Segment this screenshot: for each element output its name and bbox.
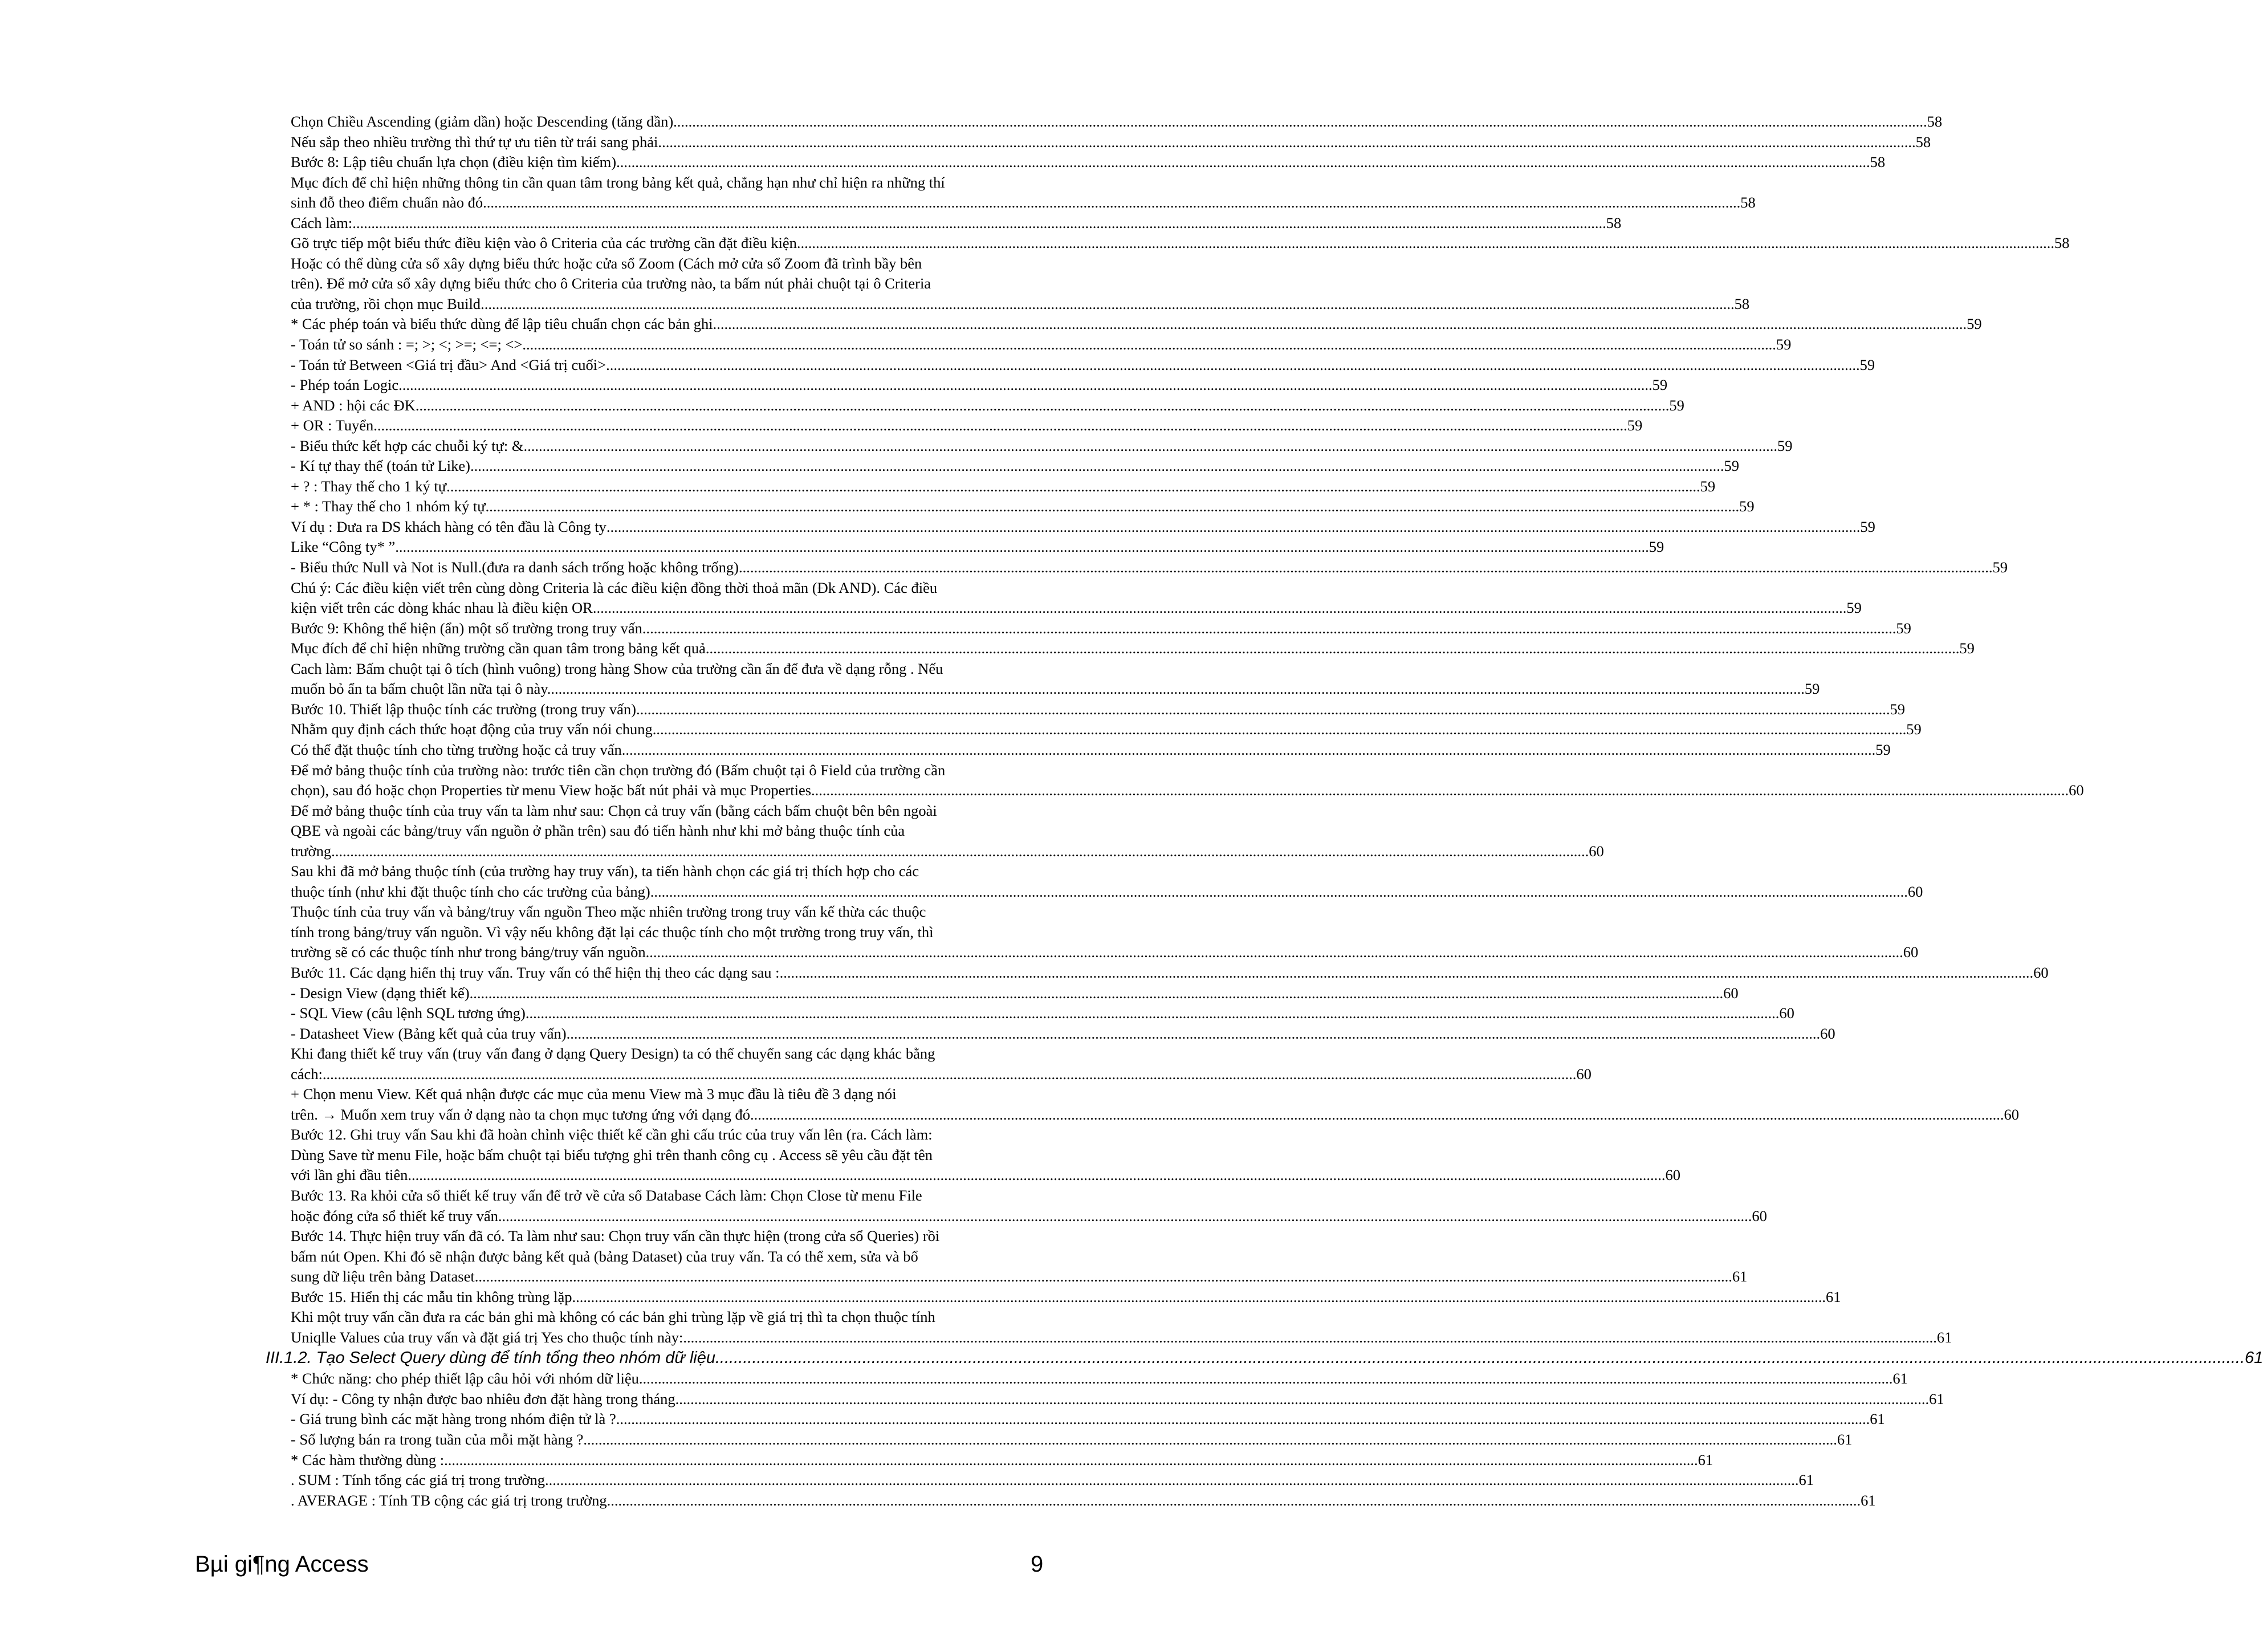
toc-entry-text: hoặc đóng cửa sổ thiết kế truy vấn [291, 1207, 498, 1224]
toc-page-number: 61 [1837, 1431, 1853, 1448]
toc-entry[interactable] [291, 983, 1739, 1004]
toc-page-number: 59 [1890, 700, 1905, 718]
toc-entry[interactable] [291, 801, 1604, 862]
toc-entry-text: sung dữ liệu trên bảng Dataset. [291, 1268, 479, 1285]
toc-entry[interactable] [291, 659, 1820, 699]
toc-entry-text: Bước 10. Thiết lập thuộc tính các trường (trong truy vấn) [291, 700, 636, 718]
toc-entry[interactable] [291, 112, 1943, 132]
dot-leader [616, 152, 1870, 173]
toc-entry[interactable] [291, 619, 1911, 639]
dot-leader [675, 1389, 1930, 1410]
toc-page-number: 58 [1927, 113, 1943, 130]
toc-entry[interactable] [291, 254, 1750, 315]
toc-entry-text: Khi đang thiết kế truy vấn (truy vấn đang ở dạng Query Design) ta có thể chuyển sang các dạng khác bằng [291, 1045, 935, 1063]
dot-leader [373, 416, 1627, 436]
toc-page-number: 59 [1700, 477, 1716, 495]
toc-page-number: 59 [1776, 336, 1792, 353]
toc-entry[interactable] [291, 456, 1739, 477]
toc-page-number: 58 [1734, 295, 1750, 312]
dot-leader [498, 1206, 1752, 1227]
toc-entry[interactable] [291, 1470, 1814, 1491]
toc-entry-text: Gõ trực tiếp một biểu thức điều kiện vào ô Criteria của các trường cần đặt điều kiện. [291, 234, 801, 252]
toc-entry-text: Sau khi đã mở bảng thuộc tính (của trường hay truy vấn), ta tiến hành chọn các giá trị thích hợp cho các [291, 862, 919, 880]
toc-page-number: 58 [1915, 133, 1931, 150]
dot-leader [470, 456, 1724, 477]
footer-title: Bµi gi¶ng Access [195, 1552, 369, 1577]
dot-leader [750, 1105, 2004, 1125]
toc-entry-text: III.1.2. Tạo Select Query dùng để tính tổng theo nhóm dữ liệu. [266, 1349, 721, 1368]
table-of-contents [266, 112, 2263, 1511]
toc-page-number: 60 [1779, 1004, 1794, 1022]
toc-page-number: 59 [1846, 599, 1862, 617]
toc-entry-text: - Toán tử so sánh : =; >; <; >=; <=; <> [291, 336, 523, 353]
toc-page-number: 59 [1906, 721, 1922, 738]
dot-leader [583, 1430, 1837, 1450]
toc-entry-text: Mục đích để chỉ hiện những thông tin cần quan tâm trong bảng kết quả, chẳng hạn như chỉ hiện ra những thí [291, 173, 945, 191]
toc-entry-text: Cach làm: Bấm chuột tại ô tích (hình vuông) trong hàng Show của trường cần ẩn để đưa về dạng rỗng . Nếu [291, 660, 943, 677]
toc-entry-text: + OR : Tuyển [291, 417, 374, 434]
dot-leader [662, 132, 1916, 153]
dot-leader [713, 314, 1967, 335]
toc-entry-text: Mục đích để chỉ hiện những trường cần quan tâm trong bảng kết quả [291, 640, 706, 657]
toc-entry[interactable] [291, 1226, 1748, 1287]
toc-entry[interactable] [291, 1491, 1876, 1511]
toc-entry-text: Chú ý: Các điều kiện viết trên cùng dòng Criteria là các điều kiện đồng thời thoả mãn (Đk AND). Các điều [291, 579, 938, 596]
dot-leader [522, 335, 1776, 355]
dot-leader [323, 1064, 1577, 1085]
toc-entry[interactable] [291, 963, 2049, 983]
toc-entry-text: + * : Thay thế cho 1 nhóm ký tự [291, 498, 486, 515]
toc-entry-text: cách: [291, 1065, 323, 1083]
toc-page-number: 58 [2054, 234, 2070, 252]
toc-entry-text: - Giá trung bình các mặt hàng trong nhóm điện tử là ? [291, 1410, 616, 1428]
dot-leader [739, 558, 1993, 578]
dot-leader [593, 598, 1847, 619]
dot-leader [607, 517, 1861, 538]
toc-entry[interactable] [291, 1369, 1908, 1389]
dot-leader [470, 983, 1724, 1004]
toc-page-number: 60 [1589, 842, 1604, 860]
toc-entry-text: Bước 8: Lập tiêu chuẩn lựa chọn (điều kiện tìm kiếm) [291, 153, 617, 171]
toc-page-number: 61 [1929, 1390, 1944, 1407]
toc-entry[interactable] [291, 477, 1716, 497]
toc-entry-text: - Design View (dạng thiết kế) [291, 984, 470, 1002]
toc-entry[interactable] [291, 578, 1862, 619]
toc-entry-text: * Chức năng: cho phép thiết lập câu hỏi với nhóm dữ liệu [291, 1370, 639, 1387]
toc-page-number: 61 [1798, 1471, 1814, 1489]
toc-entry[interactable] [291, 1186, 1767, 1226]
toc-page-number: 60 [2004, 1105, 2019, 1123]
dot-leader [639, 1369, 1893, 1389]
toc-page-number: 58 [1740, 194, 1756, 211]
toc-page-number: 61 [1826, 1288, 1841, 1305]
toc-entry[interactable] [291, 213, 1622, 234]
toc-page-number: 60 [1752, 1207, 1767, 1224]
dot-leader [545, 1470, 1799, 1491]
toc-entry-text: Bước 11. Các dạng hiển thị truy vấn. Truy vấn có thể hiện thị theo các dạng sau : [291, 963, 780, 981]
toc-entry-text: muốn bỏ ẩn ta bấm chuột lần nữa tại ô này. [291, 680, 551, 698]
toc-entry[interactable] [291, 1125, 1680, 1186]
toc-entry-text: + AND : hội các ĐK [291, 396, 416, 414]
dot-leader [683, 1328, 1937, 1348]
toc-entry-text: Nếu sắp theo nhiều trường thì thứ tự ưu tiên từ trái sang phải. [291, 133, 662, 150]
dot-leader [642, 619, 1896, 639]
toc-entry-text: * Các phép toán và biểu thức dùng để lập tiêu chuẩn chọn các bản ghi [291, 315, 713, 333]
toc-entry[interactable] [291, 1287, 1841, 1308]
toc-entry[interactable] [291, 173, 1756, 213]
toc-entry-text: - Biểu thức Null và Not is Null.(đưa ra danh sách trống hoặc không trống) [291, 559, 739, 576]
toc-page-number: 60 [1576, 1065, 1592, 1083]
toc-page-number: 59 [1967, 315, 1982, 333]
toc-entry[interactable] [291, 638, 1975, 659]
dot-leader [398, 375, 1653, 396]
toc-entry[interactable] [291, 1003, 1794, 1024]
toc-page-number: 61 [1870, 1410, 1885, 1428]
toc-entry-text: + ? : Thay thế cho 1 ký tự [291, 477, 447, 495]
toc-entry[interactable] [291, 1307, 1952, 1348]
toc-entry-text: Bước 12. Ghi truy vấn Sau khi đã hoàn chỉnh việc thiết kế cần ghi cấu trúc của truy vấn lên (ra. Cách làm: [291, 1126, 933, 1144]
toc-entry-text: Ví dụ: - Công ty nhận được bao nhiêu đơn đặt hàng trong tháng [291, 1390, 675, 1407]
toc-entry[interactable] [291, 314, 1982, 335]
dot-leader [335, 841, 1589, 862]
dot-leader [352, 213, 1606, 234]
dot-leader [478, 1267, 1732, 1287]
dot-leader [572, 1287, 1826, 1308]
dot-leader [486, 497, 1740, 517]
toc-entry-text: Bước 13. Ra khỏi cửa sổ thiết kế truy vấn để trở về cửa sổ Database Cách làm: Chọn Close từ menu File [291, 1186, 922, 1204]
toc-entry[interactable] [291, 436, 1793, 457]
toc-section-heading[interactable] [266, 1348, 2263, 1369]
toc-entry-text: . SUM : Tính tổng các giá trị trong trường [291, 1471, 545, 1489]
toc-entry[interactable] [291, 152, 1886, 173]
dot-leader [524, 436, 1778, 457]
toc-entry-text: Khi một truy vấn cần đưa ra các bản ghi mà không có các bản ghi trùng lặp về giá trị thì ta chọn thuộc tính [291, 1308, 935, 1326]
toc-entry-text: - Số lượng bán ra trong tuần của mỗi mặt hàng ? [291, 1431, 584, 1448]
toc-entry-text: kiện viết trên các dòng khác nhau là điều kiện OR [291, 599, 593, 617]
toc-page-number: 61 [1732, 1268, 1748, 1285]
toc-entry-text: Thuộc tính của truy vấn và bảng/truy vấn nguồn Theo mặc nhiên trường trong truy vấn kế thừa các thuộc [291, 903, 926, 921]
dot-leader [416, 396, 1670, 416]
toc-entry-text: trường sẽ có các thuộc tính như trong bảng/truy vấn nguồn. [291, 943, 650, 961]
toc-entry-text: QBE và ngoài các bảng/truy vấn nguồn ở phần trên) sau đó tiến hành như khi mở bảng thuộc tính của [291, 822, 905, 840]
dot-leader [551, 679, 1805, 699]
dot-leader [607, 1491, 1861, 1511]
dot-leader [649, 942, 1903, 963]
toc-entry-text: sinh đỗ theo điểm chuẩn nào đó. [291, 194, 487, 211]
toc-entry[interactable] [291, 517, 1875, 538]
toc-entry-text: Ví dụ : Đưa ra DS khách hàng có tên đầu là Công ty [291, 518, 607, 535]
toc-entry[interactable] [291, 497, 1755, 517]
toc-page-number: 59 [1724, 457, 1739, 475]
toc-page-number: 60 [2069, 782, 2084, 799]
toc-page-number: 59 [1739, 498, 1755, 515]
dot-leader [526, 1003, 1780, 1024]
toc-entry[interactable] [291, 1084, 2019, 1125]
toc-entry[interactable] [291, 537, 1664, 558]
toc-entry-text: chọn), sau đó hoặc chọn Properties từ menu View hoặc bất nút phải và mục Properties. [291, 782, 815, 799]
toc-page-number: 59 [1649, 538, 1664, 556]
dot-leader [653, 719, 1907, 740]
toc-entry-text: Chọn Chiều Ascending (giảm dần) hoặc Descending (tăng dần) [291, 113, 674, 130]
toc-page-number: 61 [1892, 1370, 1908, 1387]
toc-entry-text: Dùng Save từ menu File, hoặc bấm chuột tại biểu tượng ghi trên thanh công cụ . Access sẽ yêu cầu đặt tên [291, 1146, 933, 1163]
footer-page-number: 9 [1031, 1552, 1044, 1577]
toc-entry-text: Để mở bảng thuộc tính của truy vấn ta làm như sau: Chọn cả truy vấn (bằng cách bấm chuột bên bên ngoài [291, 801, 937, 819]
toc-entry-text: + Chọn menu View. Kết quả nhận được các mục của menu View mà 3 mục đầu là tiêu đề 3 dạng nói [291, 1085, 897, 1103]
toc-entry[interactable] [291, 1044, 1592, 1084]
toc-entry-text: trên. → Muốn xem truy vấn ở dạng nào ta chọn mục tương ứng với dạng đó [291, 1105, 750, 1123]
toc-entry-text: Hoặc có thể dùng cửa sổ xây dựng biểu thức hoặc cửa sổ Zoom (Cách mở cửa sổ Zoom đã trình bầy bên [291, 254, 922, 272]
dot-leader [780, 963, 2034, 983]
toc-entry[interactable] [291, 861, 1923, 902]
dot-leader [673, 112, 1927, 132]
toc-page-number: 59 [1959, 640, 1975, 657]
toc-entry-text: bấm nút Open. Khi đó sẽ nhận được bảng kết quả (bảng Dataset) của truy vấn. Ta có thể xem, sửa và bổ [291, 1247, 918, 1265]
toc-entry[interactable] [291, 416, 1643, 436]
toc-entry-text: Có thể đặt thuộc tính cho từng trường hoặc cả truy vấn [291, 740, 622, 758]
toc-page-number: 60 [1907, 882, 1923, 900]
toc-entry-text: Bước 14. Thực hiện truy vấn đã có. Ta làm như sau: Chọn truy vấn cần thực hiện (trong cửa sổ Queries) rồi [291, 1227, 940, 1245]
toc-entry-text: Like “Công ty* ” [291, 538, 396, 556]
toc-entry[interactable] [291, 699, 1905, 720]
toc-page-number: 59 [1669, 396, 1684, 414]
dot-leader [636, 699, 1890, 720]
toc-entry[interactable] [291, 396, 1684, 416]
dot-leader [567, 1024, 1821, 1044]
toc-entry[interactable] [291, 760, 2084, 801]
toc-entry[interactable] [291, 132, 1931, 153]
dot-leader [446, 477, 1700, 497]
toc-entry[interactable] [291, 1409, 1885, 1430]
toc-page-number: 61 [2245, 1349, 2263, 1368]
toc-entry-text: - Phép toán Logic [291, 376, 399, 394]
toc-entry-text: Bước 15. Hiển thị các mẫu tin không trùng lặp [291, 1288, 572, 1305]
toc-entry-text: Nhằm quy định cách thức hoạt động của truy vấn nói chung [291, 721, 653, 738]
toc-entry-text: với lần ghi đầu tiên. [291, 1166, 412, 1184]
toc-page-number: 59 [1627, 417, 1643, 434]
toc-entry-text: Để mở bảng thuộc tính của trường nào: trước tiên cần chọn trường đó (Bấm chuột tại ô Field của trường cần [291, 761, 946, 779]
toc-entry[interactable] [291, 1024, 1835, 1044]
toc-page-number: 59 [1896, 619, 1911, 637]
dot-leader [487, 193, 1741, 213]
toc-page-number: 59 [1804, 680, 1820, 698]
toc-entry[interactable] [291, 740, 1891, 760]
toc-page-number: 60 [1820, 1024, 1835, 1042]
toc-entry[interactable] [291, 1450, 1713, 1471]
toc-entry[interactable] [291, 355, 1875, 376]
toc-entry-text: tính trong bảng/truy vấn nguồn. Vì vậy nếu không đặt lại các thuộc tính cho một trường trong truy vấn, thì [291, 923, 934, 941]
toc-page-number: 58 [1606, 214, 1622, 231]
dot-leader [412, 1165, 1666, 1186]
dot-leader [444, 1450, 1698, 1471]
dot-leader [801, 233, 2055, 254]
toc-page-number: 59 [1875, 740, 1891, 758]
dot-leader [395, 537, 1649, 558]
toc-entry[interactable] [291, 1430, 1853, 1450]
dot-leader [720, 1348, 2245, 1369]
toc-page-number: 60 [1665, 1166, 1680, 1184]
toc-entry-text: - Kí tự thay thế (toán tử Like) [291, 457, 470, 475]
toc-entry-text: - Biểu thức kết hợp các chuỗi ký tự: & [291, 437, 524, 454]
toc-page-number: 59 [1652, 376, 1668, 394]
toc-page-number: 61 [1698, 1451, 1713, 1468]
toc-entry-text: trường. [291, 842, 335, 860]
toc-entry[interactable] [291, 375, 1668, 396]
dot-leader [815, 780, 2069, 801]
toc-page-number: 59 [1859, 356, 1875, 373]
dot-leader [481, 294, 1735, 315]
dot-leader [616, 1409, 1870, 1430]
toc-entry-text: Cách làm: [291, 214, 353, 231]
dot-leader [606, 355, 1860, 376]
toc-entry[interactable] [291, 719, 1922, 740]
toc-entry-text: Bước 9: Không thể hiện (ẩn) một số trường trong truy vấn [291, 619, 642, 637]
dot-leader [706, 638, 1960, 659]
toc-entry[interactable] [291, 558, 2008, 578]
toc-entry-text: - SQL View (câu lệnh SQL tương ứng) [291, 1004, 526, 1022]
toc-entry-text: * Các hàm thường dùng : [291, 1451, 445, 1468]
toc-entry-text: - Datasheet View (Bảng kết quả của truy vấn) [291, 1024, 567, 1042]
toc-page-number: 61 [1861, 1491, 1876, 1509]
toc-page-number: 60 [1903, 943, 1919, 961]
toc-page-number: 60 [2033, 963, 2049, 981]
toc-page-number: 59 [1860, 518, 1875, 535]
toc-page-number: 61 [1936, 1328, 1952, 1346]
toc-entry[interactable] [291, 902, 1919, 963]
toc-entry-text: Uniqlle Values của truy vấn và đặt giá trị Yes cho thuộc tính này: [291, 1328, 683, 1346]
toc-entry[interactable] [291, 233, 2070, 254]
toc-entry-text: . AVERAGE : Tính TB cộng các giá trị trong trường [291, 1491, 607, 1509]
toc-entry[interactable] [291, 335, 1792, 355]
toc-page-number: 59 [1777, 437, 1793, 454]
toc-entry-text: trên). Để mở cửa sổ xây dựng biểu thức cho ô Criteria của trường nào, ta bấm nút phải chuột tại ô Criteria [291, 275, 931, 292]
toc-entry-text: của trường, rồi chọn mục Build [291, 295, 481, 312]
toc-page-number: 58 [1870, 153, 1886, 171]
toc-page-number: 59 [1992, 559, 2008, 576]
toc-entry[interactable] [291, 1389, 1944, 1410]
dot-leader [622, 740, 1876, 760]
toc-entry-text: - Toán tử Between <Giá trị đầu> And <Giá trị cuối> [291, 356, 607, 373]
dot-leader [654, 882, 1908, 902]
toc-page-number: 60 [1723, 984, 1739, 1002]
toc-entry-text: thuộc tính (như khi đặt thuộc tính cho các trường của bảng). [291, 882, 654, 900]
